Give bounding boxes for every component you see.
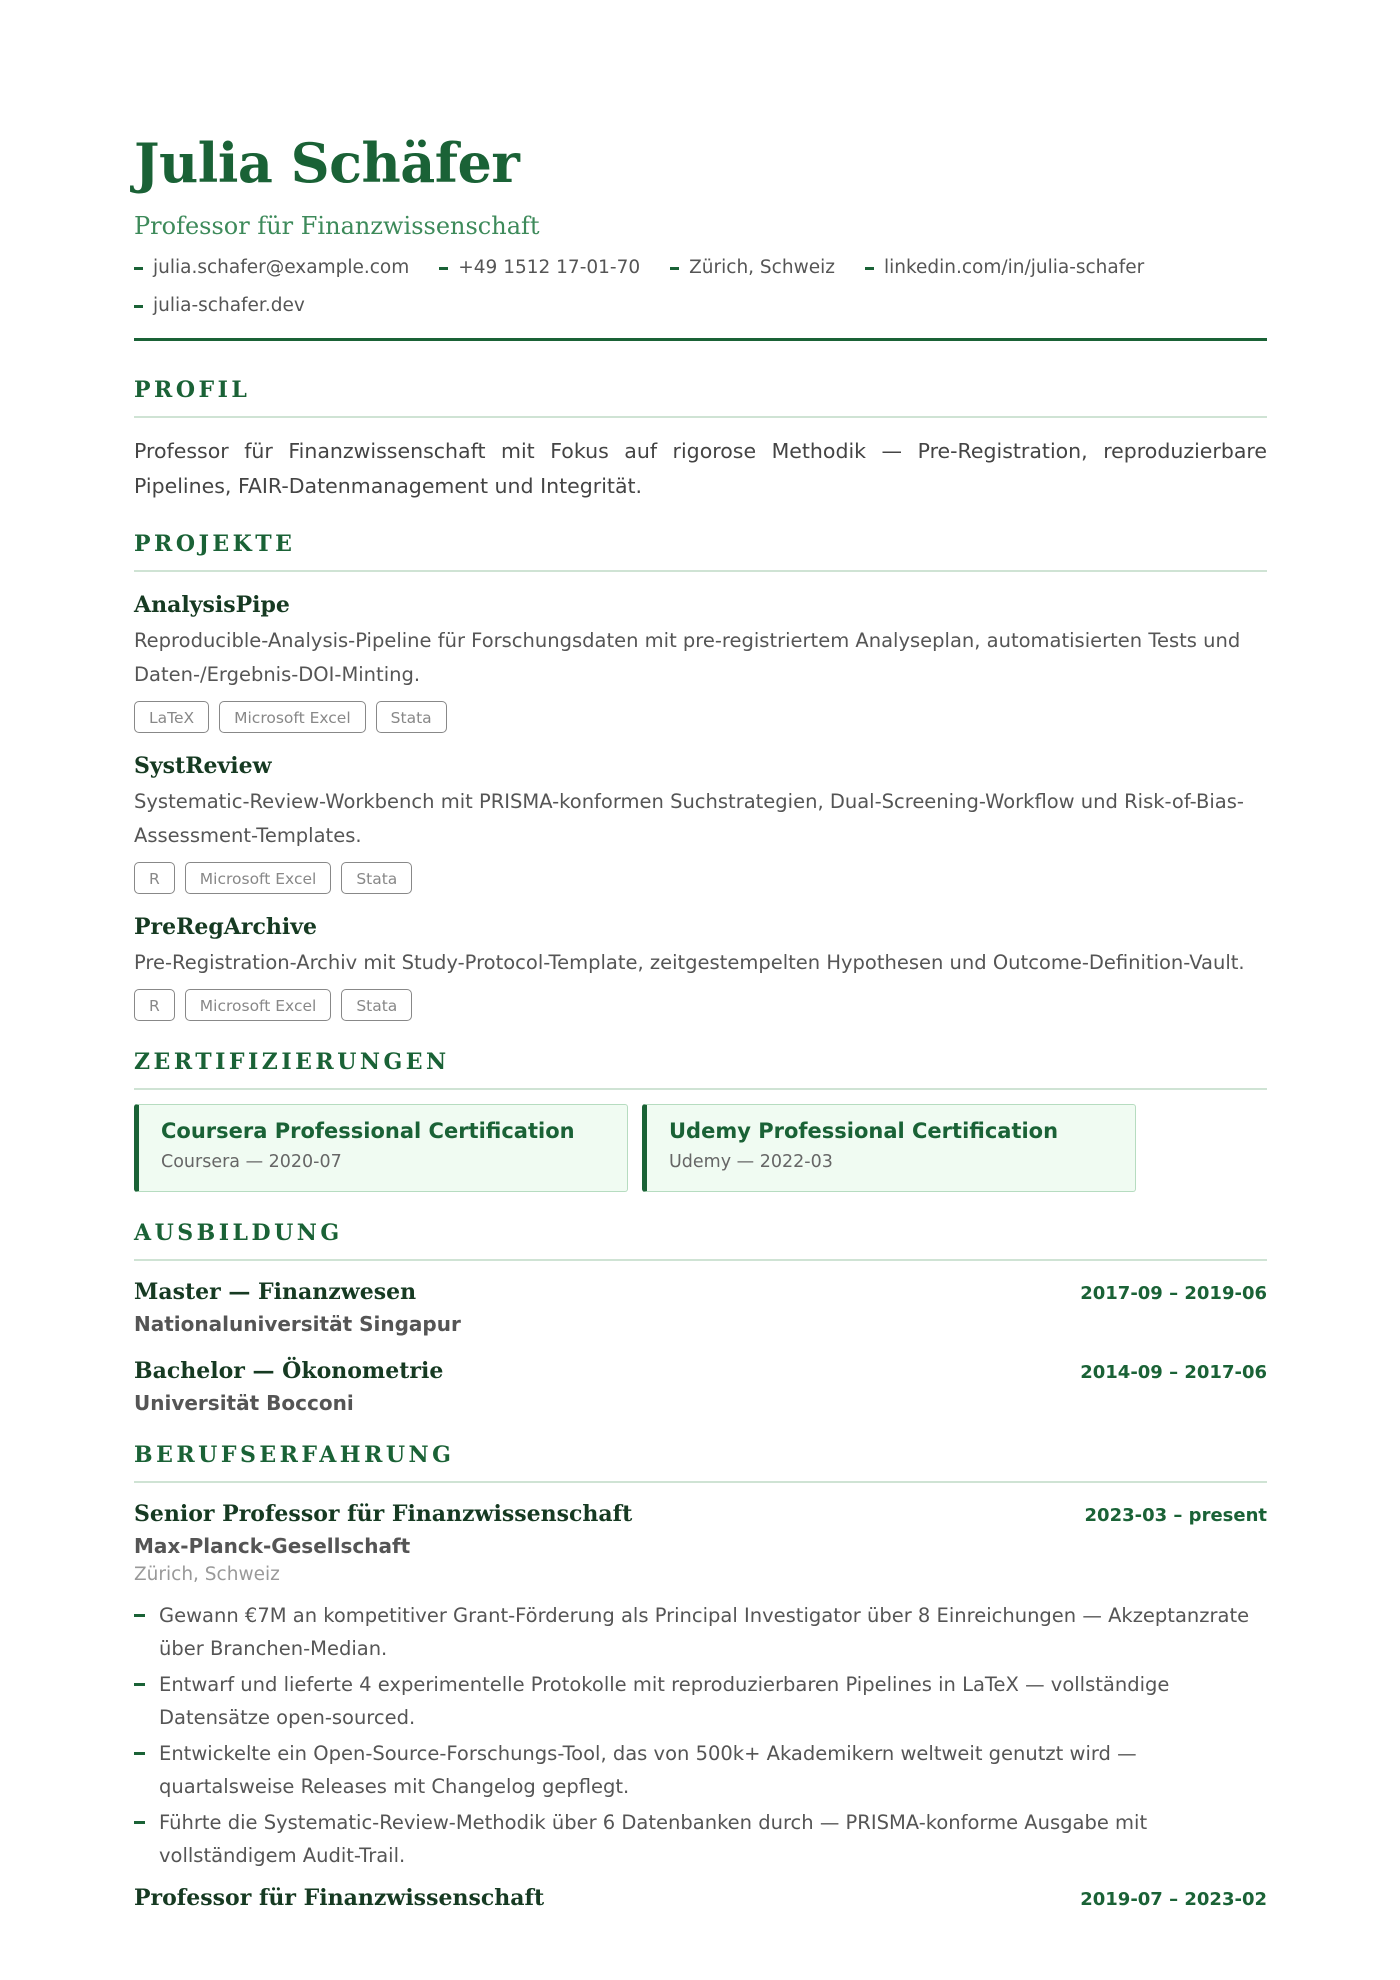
certification-grid	[134, 1104, 1267, 1192]
education-entry	[134, 1360, 1267, 1413]
bullet-item	[134, 1806, 1267, 1872]
dash-icon	[134, 1821, 145, 1824]
section-title-certifications: ZERTIFIZIERUNGEN	[134, 1049, 450, 1075]
education-school: Nationaluniversität Singapur	[134, 1312, 461, 1336]
tech-tag: Microsoft Excel	[185, 862, 332, 894]
experience-org: Max-Planck-Gesellschaft	[134, 1534, 411, 1558]
education-degree: Master — Finanzwesen	[134, 1279, 417, 1305]
section-divider	[134, 416, 1267, 418]
bullet-item	[134, 1737, 1267, 1803]
dash-icon	[439, 267, 448, 270]
candidate-title: Professor für Finanzwissenschaft	[134, 212, 540, 240]
experience-section	[134, 1444, 1267, 1910]
projects-section	[134, 533, 1267, 1021]
contact-location	[670, 256, 835, 280]
project-tags	[134, 989, 1267, 1021]
experience-location: Zürich, Schweiz	[134, 1564, 280, 1585]
project-description: Reproducible-Analysis-Pipeline für Forschungsdaten mit pre-registriertem Analyseplan, automatisierten Tests und Daten-/Ergebnis-DOI-Minting.	[134, 629, 1241, 686]
candidate-name: Julia Schäfer	[134, 131, 520, 195]
experience-bullets	[134, 1599, 1267, 1872]
experience-role: Senior Professor für Finanzwissenschaft	[134, 1501, 633, 1527]
profile-section	[134, 379, 1267, 504]
project-item	[134, 755, 1267, 894]
bullet-text: Entwickelte ein Open-Source-Forschungs-Tool, das von 500k+ Akademikern weltweit genutzt wird — quartalsweise Releases mit Changelog gepflegt.	[159, 1741, 1137, 1798]
dash-icon	[134, 1752, 145, 1755]
section-divider	[134, 1088, 1267, 1090]
section-divider	[134, 1481, 1267, 1483]
project-description: Systematic-Review-Workbench mit PRISMA-konformen Suchstrategien, Dual-Screening-Workflow und Risk-of-Bias-Assessment-Templates.	[134, 790, 1244, 847]
tech-tag: Microsoft Excel	[185, 989, 332, 1021]
experience-dates: 2023-03 – present	[1084, 1505, 1267, 1526]
section-title-education: AUSBILDUNG	[134, 1220, 343, 1246]
dash-icon	[670, 267, 679, 270]
contact-phone-text: +49 1512 17-01-70	[458, 257, 641, 278]
project-description: Pre-Registration-Archiv mit Study-Protocol-Template, zeitgestempelten Hypothesen und Outcome-Definition-Vault.	[134, 951, 1245, 974]
contact-linkedin-text: linkedin.com/in/julia-schafer	[883, 257, 1145, 278]
contact-linkedin[interactable]	[865, 256, 1144, 280]
dash-icon	[134, 305, 143, 308]
section-divider	[134, 1259, 1267, 1261]
header-divider	[134, 338, 1267, 341]
certification-title: Coursera Professional Certification	[161, 1119, 575, 1143]
certification-issuer-date: Udemy — 2022-03	[669, 1152, 833, 1173]
certification-card	[134, 1104, 628, 1192]
project-item	[134, 594, 1267, 733]
education-dates: 2017-09 – 2019-06	[1080, 1283, 1267, 1304]
certification-card	[642, 1104, 1136, 1192]
dash-icon	[865, 267, 874, 270]
dash-icon	[134, 1614, 145, 1617]
tech-tag: R	[134, 862, 175, 894]
dash-icon	[134, 1683, 145, 1686]
experience-role: Professor für Finanzwissenschaft	[134, 1884, 545, 1911]
project-item	[134, 916, 1267, 1021]
project-tags	[134, 701, 1267, 733]
experience-entry	[134, 1884, 1267, 1911]
bullet-text: Führte die Systematic-Review-Methodik über 6 Datenbanken durch — PRISMA-konforme Ausgabe mit vollständigem Audit-Trail.	[159, 1810, 1148, 1867]
project-title: SystReview	[134, 753, 272, 779]
project-tags	[134, 862, 1267, 894]
section-title-profile: PROFIL	[134, 377, 251, 403]
contact-website-text: julia-schafer.dev	[153, 295, 305, 316]
experience-dates: 2019-07 – 2023-02	[1080, 1888, 1267, 1910]
contact-location-text: Zürich, Schweiz	[689, 257, 835, 278]
education-degree: Bachelor — Ökonometrie	[134, 1358, 444, 1384]
contact-email[interactable]	[134, 256, 409, 280]
project-title: AnalysisPipe	[134, 592, 290, 618]
tech-tag: Stata	[376, 701, 447, 733]
bullet-item	[134, 1668, 1267, 1734]
resume-page	[134, 131, 1267, 1911]
experience-entry	[134, 1503, 1267, 1872]
dash-icon	[134, 267, 143, 270]
section-divider	[134, 570, 1267, 572]
bullet-item	[134, 1599, 1267, 1665]
project-title: PreRegArchive	[134, 914, 317, 940]
tech-tag: R	[134, 989, 175, 1021]
tech-tag: Stata	[341, 989, 412, 1021]
contact-list	[134, 256, 1267, 318]
tech-tag: Microsoft Excel	[219, 701, 366, 733]
contact-email-text: julia.schafer@example.com	[153, 257, 410, 278]
certification-title: Udemy Professional Certification	[669, 1119, 1059, 1143]
certification-issuer-date: Coursera — 2020-07	[161, 1152, 342, 1173]
education-section	[134, 1222, 1267, 1413]
tech-tag: Stata	[341, 862, 412, 894]
contact-phone[interactable]	[439, 256, 640, 280]
contact-website[interactable]	[134, 294, 305, 318]
section-title-projects: PROJEKTE	[134, 531, 296, 557]
education-entry	[134, 1281, 1267, 1334]
tech-tag: LaTeX	[134, 701, 209, 733]
bullet-text: Entwarf und lieferte 4 experimentelle Protokolle mit reproduzierbaren Pipelines in LaTeX — vollständige Datensätze open-sourced.	[159, 1672, 1170, 1729]
education-dates: 2014-09 – 2017-06	[1080, 1362, 1267, 1383]
profile-text: Professor für Finanzwissenschaft mit Fokus auf rigorose Methodik — Pre-Registration, reproduzierbare Pipelines, FAIR-Datenmanagement und Integrität.	[134, 439, 1267, 498]
education-school: Universität Bocconi	[134, 1391, 354, 1415]
bullet-text: Gewann €7M an kompetitiver Grant-Förderung als Principal Investigator über 8 Einreichungen — Akzeptanzrate über Branchen-Median.	[159, 1603, 1250, 1660]
section-title-experience: BERUFSERFAHRUNG	[134, 1442, 455, 1468]
certifications-section	[134, 1051, 1267, 1192]
